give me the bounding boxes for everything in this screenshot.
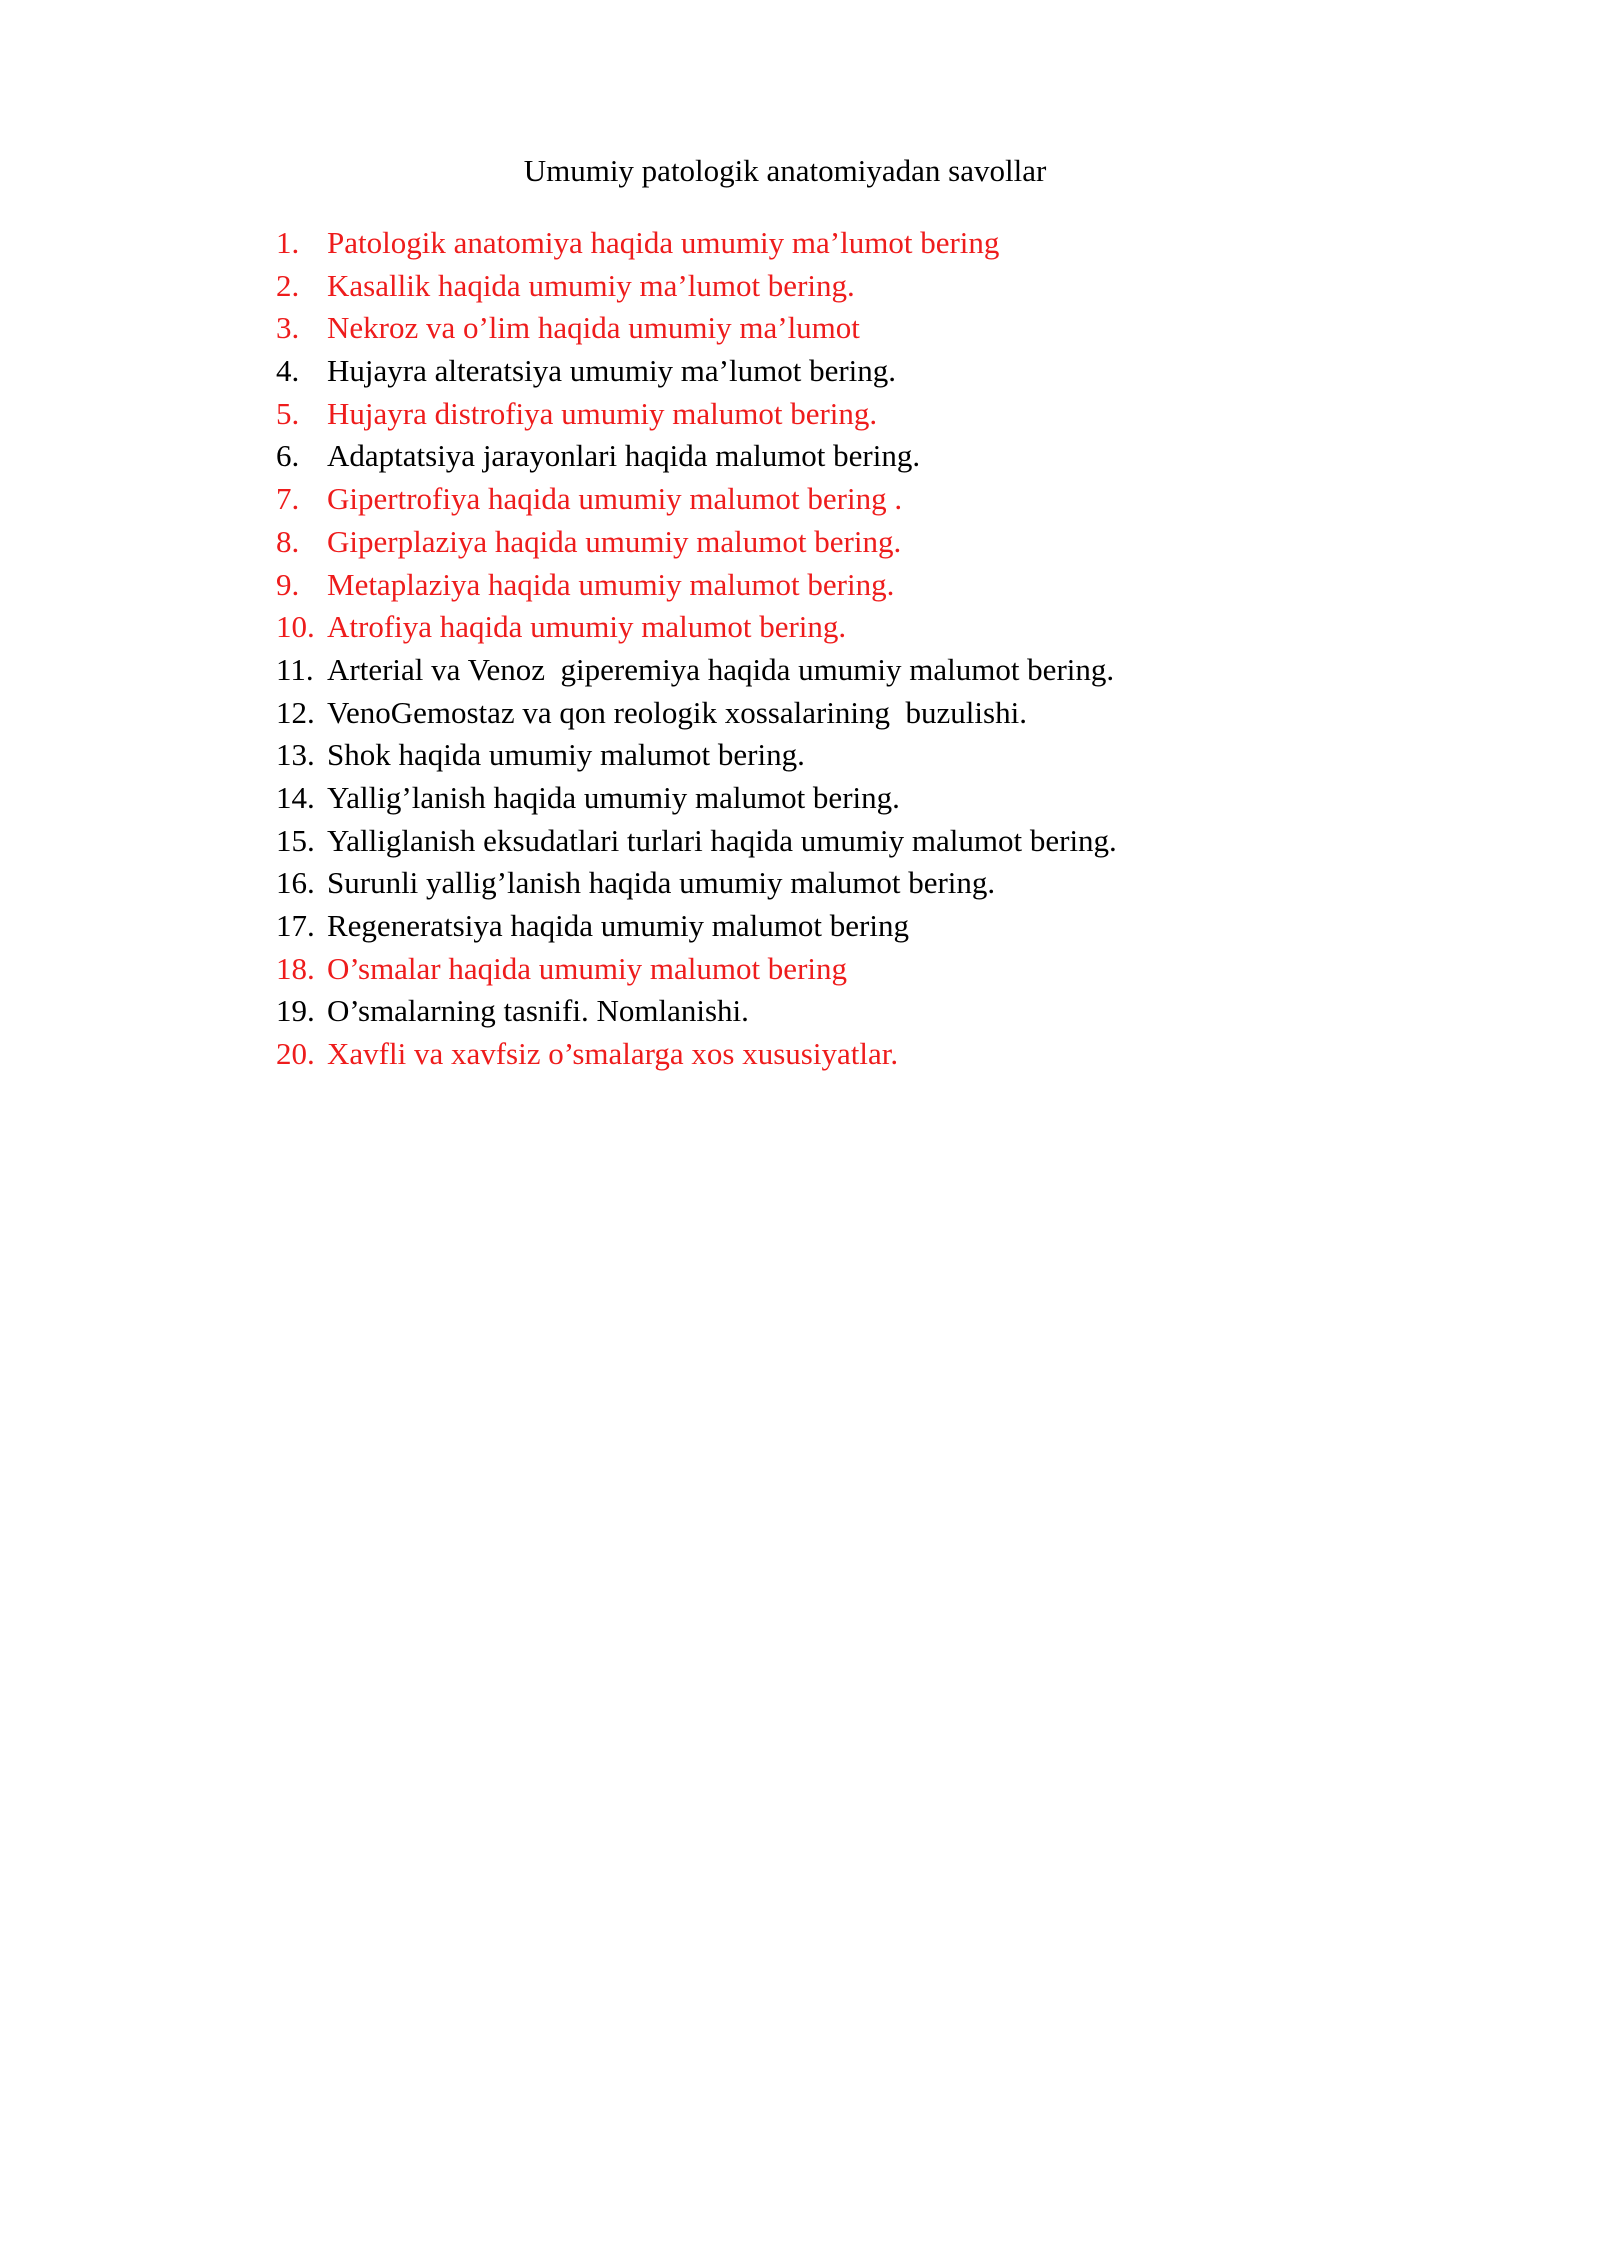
question-item bbox=[276, 990, 1476, 1033]
question-item bbox=[276, 606, 1476, 649]
question-text: Metaplaziya haqida umumiy malumot bering. bbox=[327, 566, 895, 602]
question-text: Shok haqida umumiy malumot bering. bbox=[327, 737, 805, 773]
question-item bbox=[276, 350, 1476, 393]
question-number: 1. bbox=[276, 225, 300, 260]
question-text: Patologik anatomiya haqida umumiy ma’lumot bering bbox=[327, 225, 1000, 260]
question-text: Arterial va Venoz giperemiya haqida umumiy malumot bering. bbox=[327, 651, 1115, 687]
question-item bbox=[276, 692, 1476, 735]
question-number: 4. bbox=[276, 353, 300, 389]
question-text: Surunli yallig’lanish haqida umumiy malumot bering. bbox=[327, 865, 996, 901]
document-title: Umumiy patologik anatomiyadan savollar bbox=[523, 153, 1047, 188]
question-item bbox=[276, 265, 1476, 308]
question-item bbox=[276, 820, 1476, 863]
question-text: O’smalar haqida umumiy malumot bering bbox=[327, 950, 848, 986]
question-item bbox=[276, 734, 1476, 777]
question-number: 15. bbox=[276, 822, 315, 858]
question-item bbox=[276, 521, 1476, 564]
question-item bbox=[276, 862, 1476, 905]
question-number: 9. bbox=[276, 566, 300, 602]
question-number: 14. bbox=[276, 779, 315, 815]
question-text: Xavfli va xavfsiz o’smalarga xos xususiyatlar. bbox=[327, 1036, 899, 1072]
question-item bbox=[276, 1033, 1476, 1076]
question-number: 11. bbox=[276, 651, 314, 687]
question-item bbox=[276, 478, 1476, 521]
question-text: Kasallik haqida umumiy ma’lumot bering. bbox=[327, 267, 855, 303]
question-item bbox=[276, 435, 1476, 478]
question-text: Hujayra distrofiya umumiy malumot bering. bbox=[327, 395, 878, 431]
question-number: 13. bbox=[276, 737, 315, 773]
question-item bbox=[276, 307, 1476, 350]
question-number: 17. bbox=[276, 908, 315, 943]
question-text: Hujayra alteratsiya umumiy ma’lumot bering. bbox=[327, 353, 897, 389]
question-list bbox=[276, 222, 1476, 1076]
question-number: 19. bbox=[276, 993, 315, 1029]
question-item bbox=[276, 649, 1476, 692]
question-item bbox=[276, 564, 1476, 607]
question-number: 20. bbox=[276, 1036, 315, 1072]
question-text: Nekroz va o’lim haqida umumiy ma’lumot bbox=[327, 310, 860, 346]
question-item bbox=[276, 222, 1476, 265]
question-text: O’smalarning tasnifi. Nomlanishi. bbox=[327, 993, 749, 1029]
question-item bbox=[276, 777, 1476, 820]
question-item bbox=[276, 905, 1476, 948]
question-number: 5. bbox=[276, 395, 300, 431]
question-text: Atrofiya haqida umumiy malumot bering. bbox=[327, 609, 847, 645]
question-text: Adaptatsiya jarayonlari haqida malumot bering. bbox=[327, 438, 921, 474]
question-number: 16. bbox=[276, 865, 315, 901]
question-number: 8. bbox=[276, 523, 300, 559]
question-number: 7. bbox=[276, 481, 300, 517]
question-number: 18. bbox=[276, 950, 315, 986]
question-text: Yallig’lanish haqida umumiy malumot bering. bbox=[327, 779, 900, 815]
question-number: 2. bbox=[276, 267, 300, 303]
question-number: 6. bbox=[276, 438, 300, 474]
question-text: Gipertrofiya haqida umumiy malumot bering . bbox=[327, 481, 903, 517]
question-number: 10. bbox=[276, 609, 315, 645]
question-item bbox=[276, 393, 1476, 436]
question-number: 3. bbox=[276, 310, 300, 346]
question-number: 12. bbox=[276, 694, 315, 730]
question-item bbox=[276, 948, 1476, 991]
question-text: Yalliglanish eksudatlari turlari haqida umumiy malumot bering. bbox=[327, 822, 1117, 858]
question-text: Giperplaziya haqida umumiy malumot bering. bbox=[327, 523, 902, 559]
question-text: VenoGemostaz va qon reologik xossalarining buzulishi. bbox=[327, 694, 1027, 730]
question-text: Regeneratsiya haqida umumiy malumot bering bbox=[327, 908, 909, 943]
